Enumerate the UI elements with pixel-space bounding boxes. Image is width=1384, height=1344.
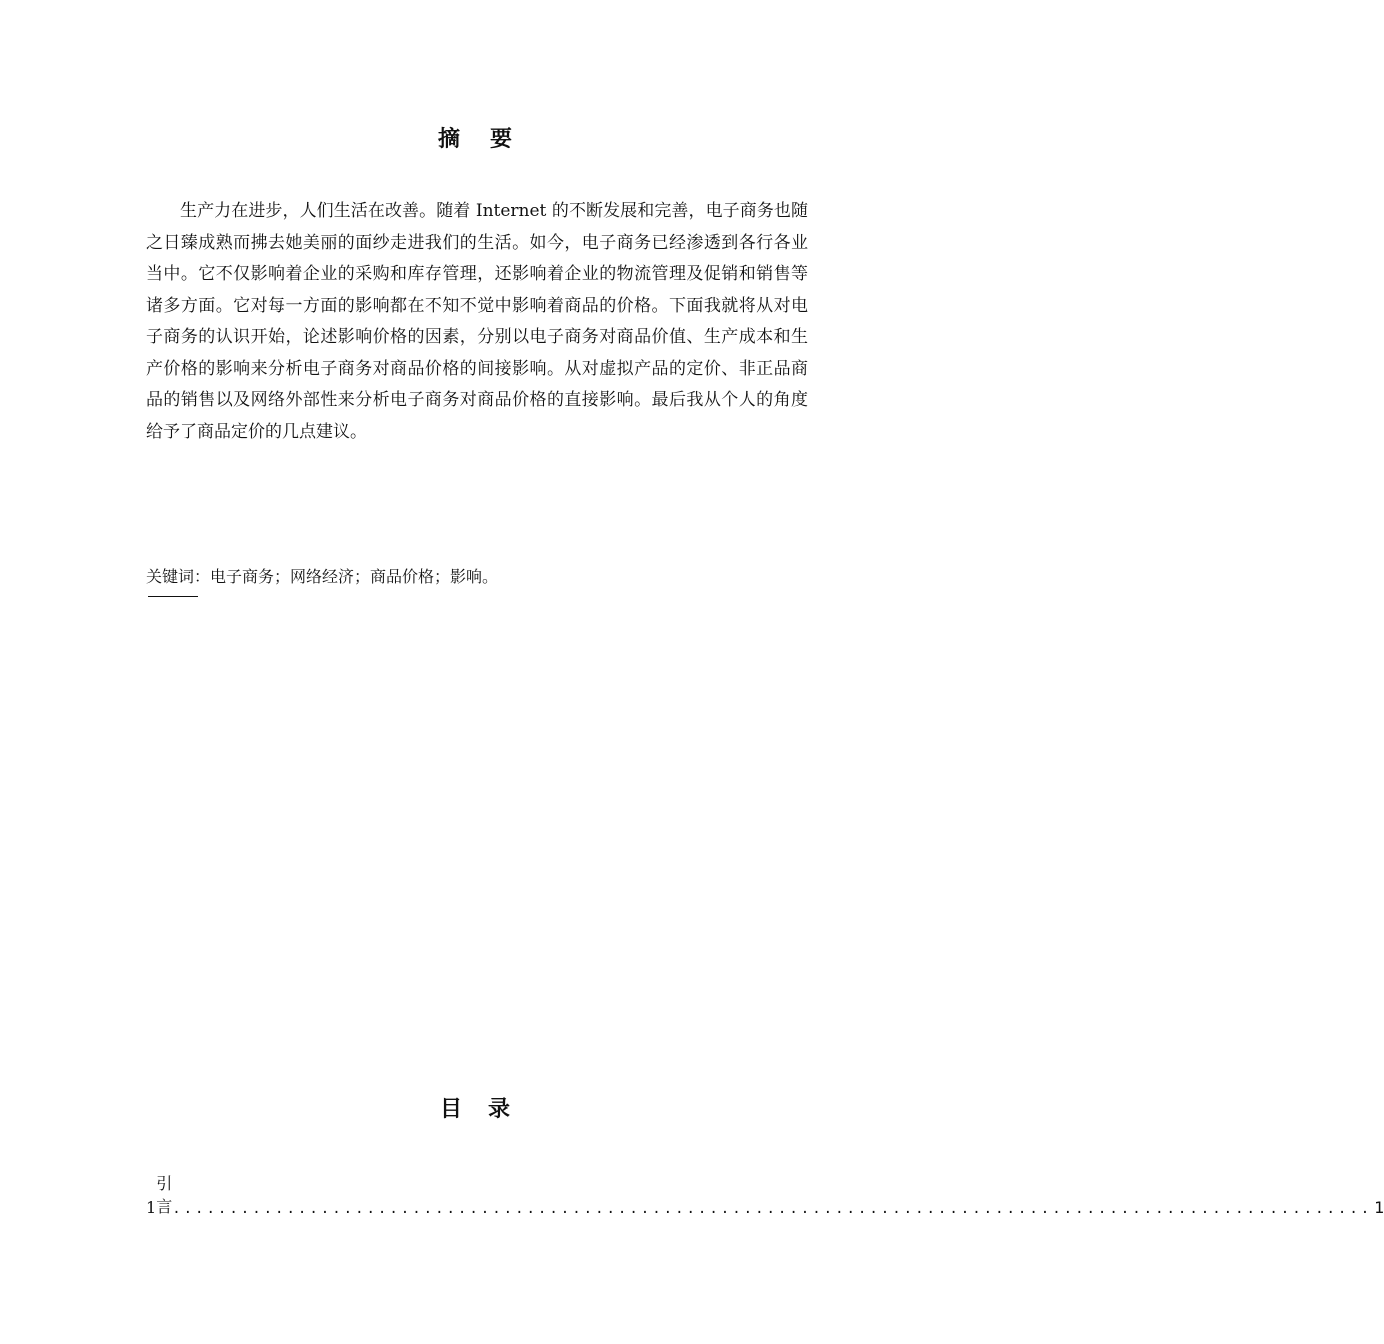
toc-entry-page: 1 (1374, 1198, 1384, 1217)
keywords-text: 电子商务；网络经济；商品价格；影响。 (210, 567, 499, 586)
toc-entry-label: 引言 (156, 1174, 173, 1216)
keywords-underline (148, 596, 198, 597)
keywords-line (146, 564, 498, 587)
keywords-label: 关键词： (146, 567, 211, 586)
toc-entry[interactable] (146, 1174, 1384, 1217)
toc-entry-number: 1 (146, 1198, 157, 1217)
toc-title: 目录 (439, 1097, 536, 1122)
abstract-body: 生产力在进步，人们生活在改善。随着 Internet 的不断发展和完善，电子商务也随之日臻成熟而拂去她美丽的面纱走进我们的生活。如今，电子商务已经渗透到各行各业当中。它不仅影响着企业的采购和库存管理，还影响着企业的物流管理及促销和销售等诸多方面。它对每一方面的影响都在不知不觉中影响着商品的价格。下面我就将从对电子商务的认识开始，论述影响价格的因素，分别以电子商务对商品价值、生产成本和生产价格的影响来分析电子商务对商品价格的间接影响。从对虚拟产品的定价、非正品商品的销售以及网络外部性来分析电子商务对商品价格的直接影响。最后我从个人的角度给予了商品定价的几点建议。 (146, 201, 808, 442)
toc-leader-dots: ......................................................................................................... (172, 1201, 1373, 1217)
abstract-title: 摘要 (437, 127, 542, 152)
